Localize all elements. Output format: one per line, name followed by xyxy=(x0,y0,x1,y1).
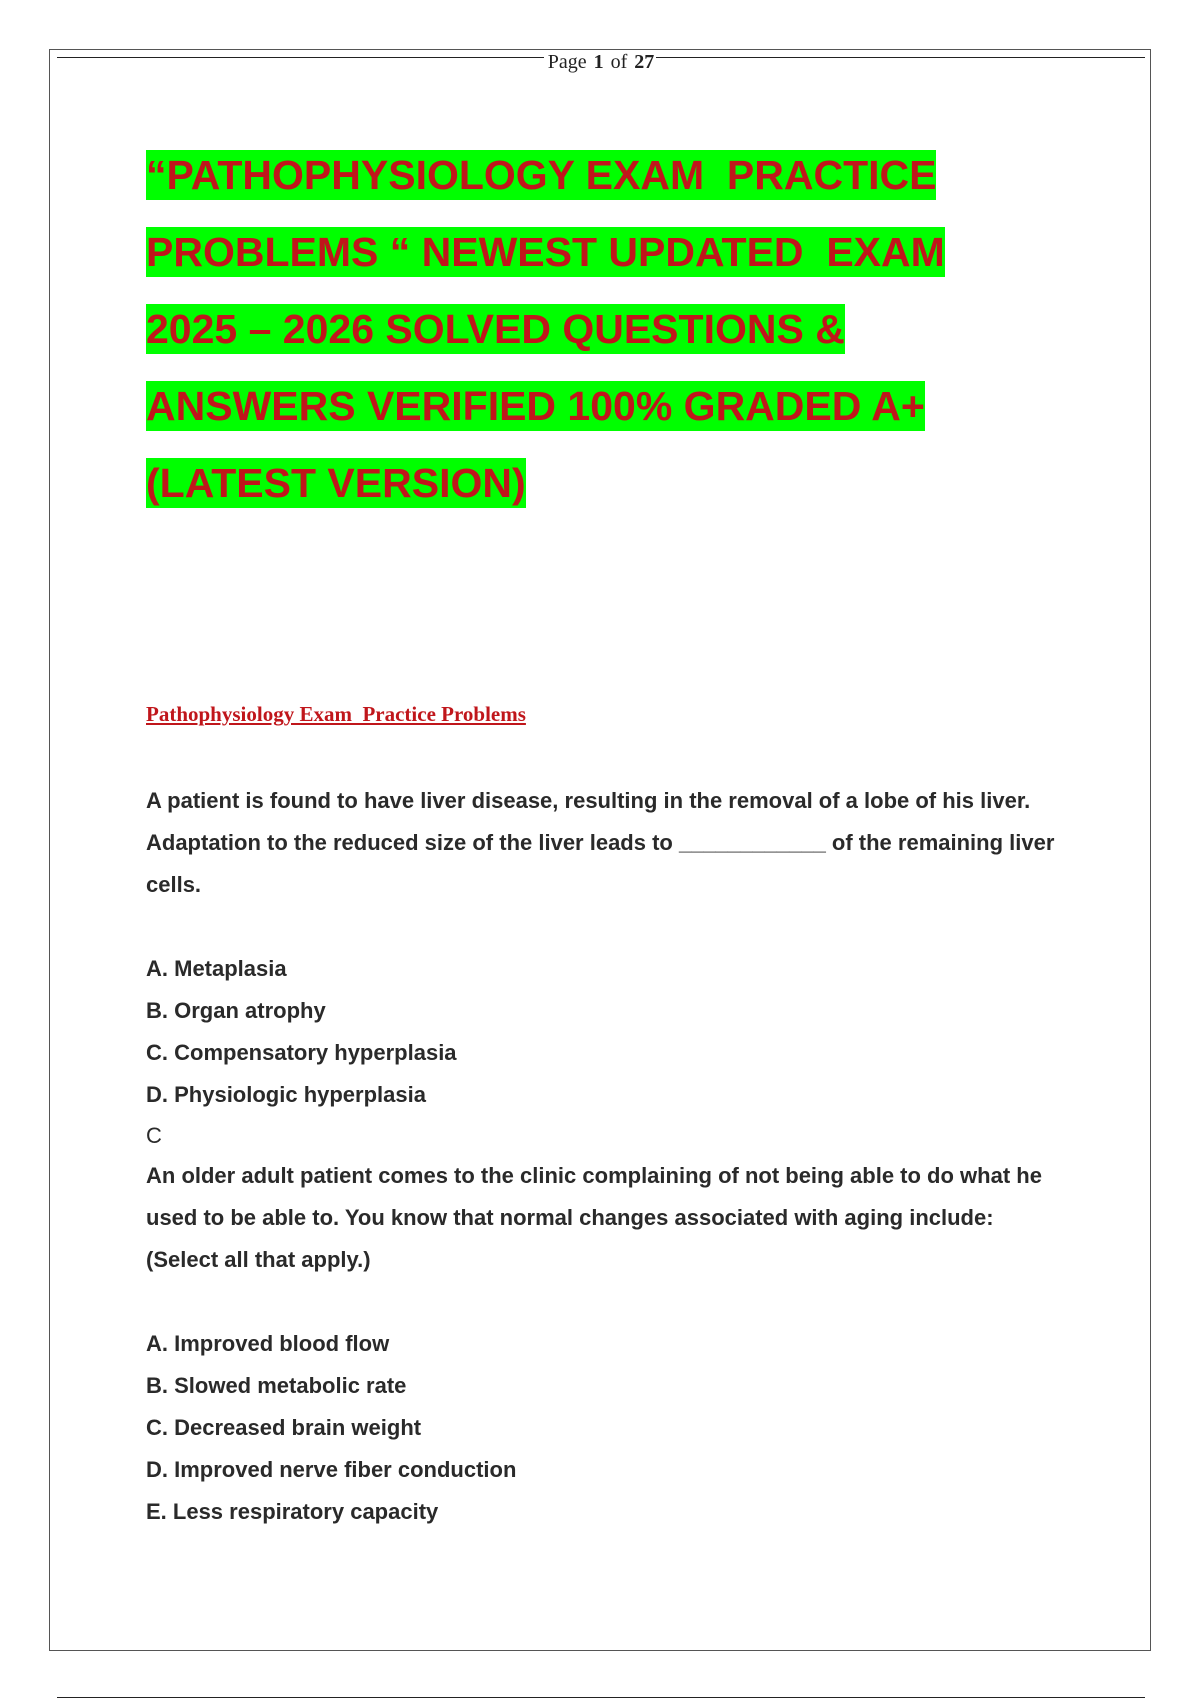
question-stem: An older adult patient comes to the clinic complaining of not being able to do what he used to be able to. You know that normal changes associated with aging include: (Select all that apply.) xyxy=(146,1163,1042,1272)
document-title xyxy=(146,150,1046,535)
option-item: A. Metaplasia xyxy=(146,956,287,981)
answer-options xyxy=(146,948,1066,1116)
option-item: D. Physiologic hyperplasia xyxy=(146,1082,426,1107)
page-number xyxy=(0,51,1200,74)
question-2 xyxy=(146,1155,1066,1533)
answer-key: C xyxy=(146,1123,162,1148)
question-1 xyxy=(146,780,1066,1156)
page-of: of xyxy=(605,51,633,73)
answer-options xyxy=(146,1323,1066,1533)
option-item: B. Slowed metabolic rate xyxy=(146,1373,407,1398)
title-line: “PATHOPHYSIOLOGY EXAM PRACTICE xyxy=(146,152,937,198)
page-prefix: Page xyxy=(547,51,592,73)
footer-rule xyxy=(57,1697,1145,1698)
title-line: ANSWERS VERIFIED 100% GRADED A+ xyxy=(146,383,925,429)
option-item: C. Compensatory hyperplasia xyxy=(146,1040,457,1065)
option-item: E. Less respiratory capacity xyxy=(146,1499,439,1524)
title-line: PROBLEMS “ NEWEST UPDATED EXAM xyxy=(146,229,945,275)
question-stem: A patient is found to have liver disease, resulting in the removal of a lobe of his liver. Adaptation to the reduced size of the liver leads to ____________ of the remaining liver cells. xyxy=(146,788,1055,897)
section-heading: Pathophysiology Exam Practice Problems xyxy=(146,702,526,726)
title-line: (LATEST VERSION) xyxy=(146,460,526,506)
option-item: A. Improved blood flow xyxy=(146,1331,390,1356)
option-item: C. Decreased brain weight xyxy=(146,1415,422,1440)
page-current: 1 xyxy=(593,51,604,73)
option-item: D. Improved nerve fiber conduction xyxy=(146,1457,517,1482)
title-line: 2025 – 2026 SOLVED QUESTIONS & xyxy=(146,306,845,352)
page-total: 27 xyxy=(634,51,655,73)
option-item: B. Organ atrophy xyxy=(146,998,326,1023)
